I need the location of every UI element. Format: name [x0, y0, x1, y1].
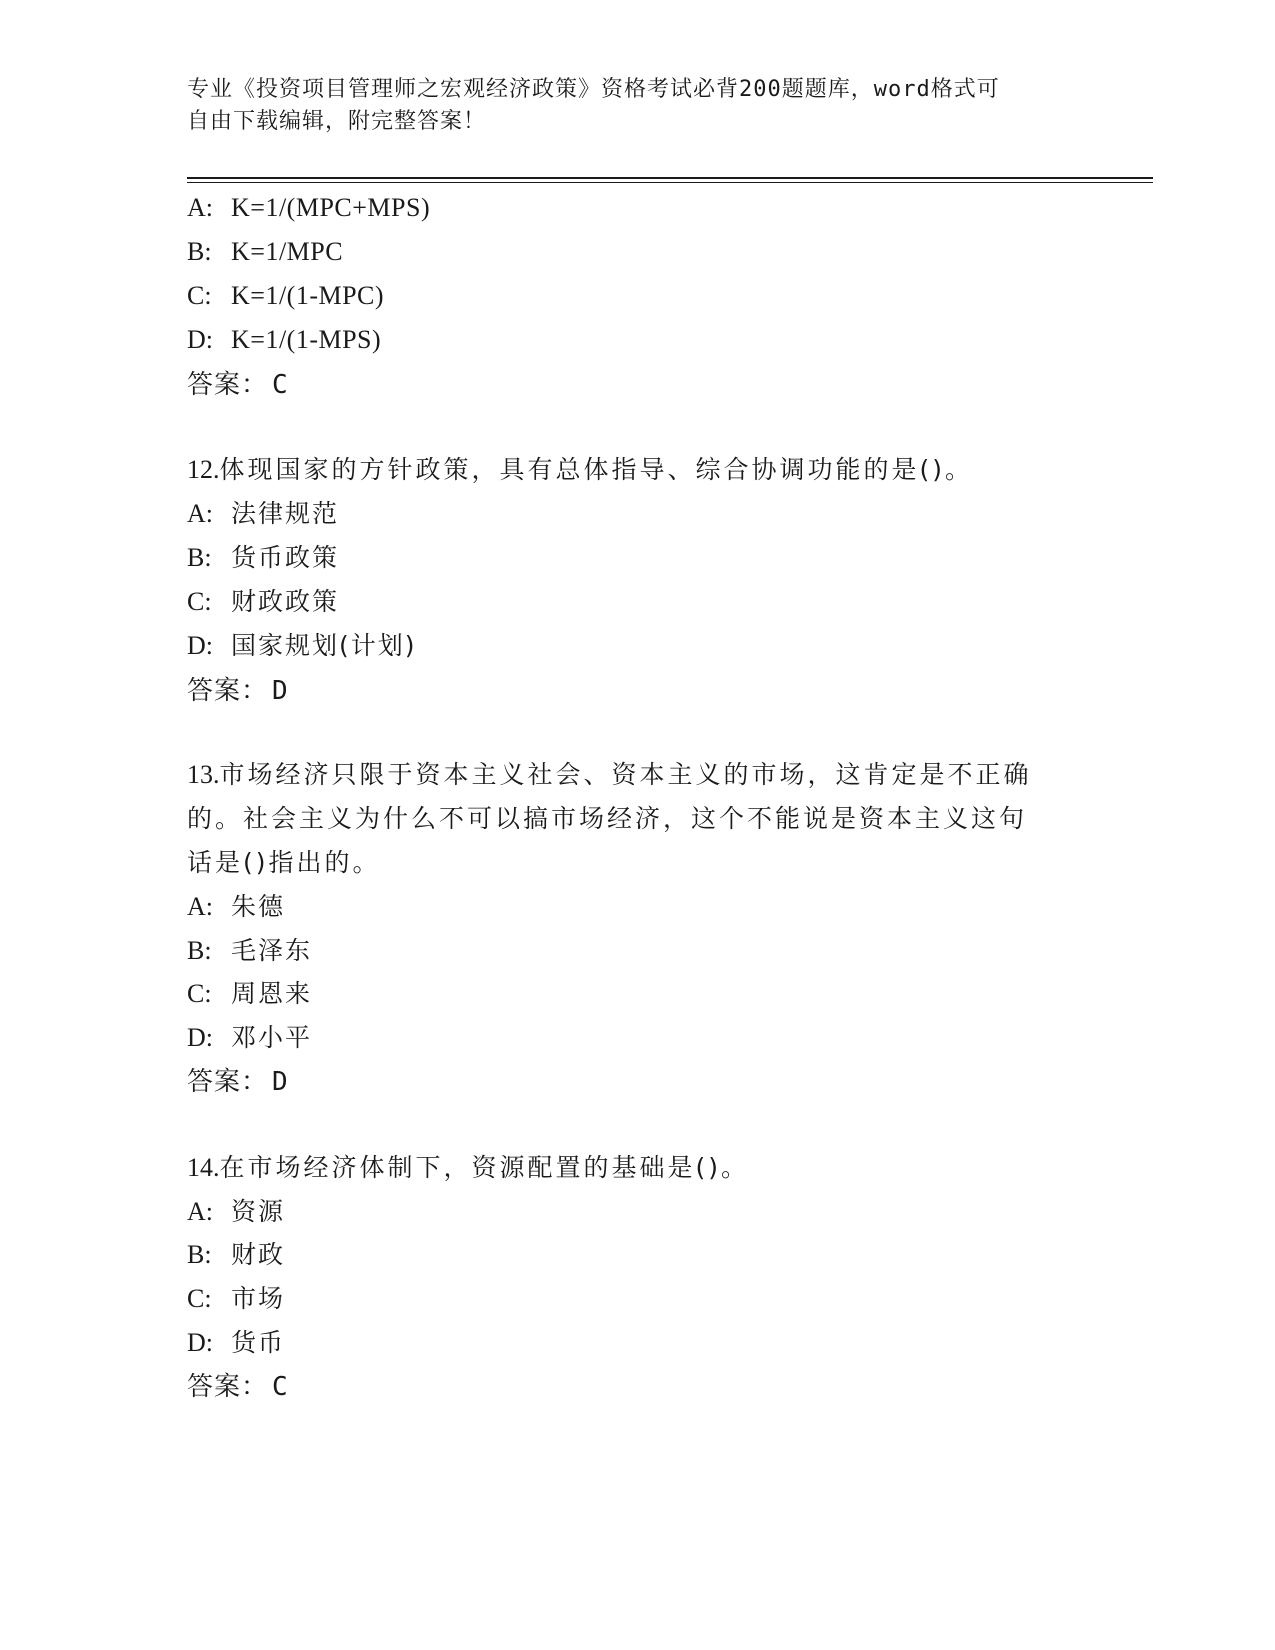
answer-prefix: 答案： — [187, 676, 269, 706]
q14-answer — [187, 1372, 289, 1402]
option-text: K=1/(1-MPS) — [231, 325, 382, 354]
q14-option-b — [187, 1240, 285, 1270]
q14-option-c — [187, 1284, 285, 1314]
option-text: 资源 — [231, 1197, 286, 1226]
option-label: D: — [187, 631, 213, 660]
question-text: 在市场经济体制下，资源配置的基础是()。 — [219, 1153, 750, 1182]
option-label: C: — [187, 979, 212, 1008]
option-text: 财政政策 — [231, 587, 340, 616]
option-label: D: — [187, 325, 213, 354]
option-label: A: — [187, 892, 213, 921]
q12-option-a — [187, 499, 339, 529]
option-text: 周恩来 — [231, 979, 313, 1008]
q13-stem-line-3: 话是()指出的。 — [187, 848, 381, 877]
q14-stem — [187, 1153, 749, 1183]
q13-option-d — [187, 1023, 312, 1053]
q11-option-a — [187, 193, 430, 223]
option-label: B: — [187, 1240, 212, 1269]
header-line-2: 自由下载编辑，附完整答案！ — [187, 109, 487, 134]
option-label: C: — [187, 587, 212, 616]
q13-option-a — [187, 892, 285, 922]
q11-answer — [187, 370, 289, 400]
q11-option-d — [187, 325, 381, 355]
header-rule-thick — [187, 177, 1153, 179]
answer-letter: C — [272, 370, 289, 400]
option-text: 货币 — [231, 1328, 286, 1357]
q12-answer — [187, 676, 289, 706]
option-text: 国家规划(计划) — [231, 631, 417, 660]
option-text: 财政 — [231, 1240, 286, 1269]
option-text: K=1/MPC — [231, 237, 344, 266]
option-label: C: — [187, 281, 212, 310]
header-line-1: 专业《投资项目管理师之宏观经济政策》资格考试必背200题题库，word格式可 — [187, 77, 1000, 102]
q13-option-b — [187, 936, 312, 966]
option-text: 朱德 — [231, 892, 286, 921]
q13-stem-line-2: 的。社会主义为什么不可以搞市场经济，这个不能说是资本主义这句 — [187, 804, 1028, 833]
q13-answer — [187, 1067, 289, 1097]
q14-option-d — [187, 1328, 285, 1358]
q12-option-d — [187, 631, 417, 661]
answer-letter: C — [272, 1372, 289, 1402]
q11-option-b — [187, 237, 343, 267]
q12-stem — [187, 455, 973, 485]
q13-option-c — [187, 979, 312, 1009]
option-text: 市场 — [231, 1284, 286, 1313]
q11-option-c — [187, 281, 384, 311]
document-header — [187, 74, 1067, 138]
option-text: 邓小平 — [231, 1023, 313, 1052]
option-label: A: — [187, 499, 213, 528]
q14-option-a — [187, 1197, 285, 1227]
question-text: 市场经济只限于资本主义社会、资本主义的市场，这肯定是不正确 — [219, 760, 1032, 789]
answer-letter: D — [272, 1067, 289, 1097]
question-number: 13. — [187, 760, 220, 789]
q13-stem-line-1 — [187, 760, 1032, 790]
option-text: 法律规范 — [231, 499, 340, 528]
question-text: 体现国家的方针政策，具有总体指导、综合协调功能的是()。 — [219, 455, 974, 484]
answer-prefix: 答案： — [187, 1372, 269, 1402]
answer-letter: D — [272, 676, 289, 706]
header-rule-thin — [187, 182, 1153, 183]
option-text: K=1/(1-MPC) — [231, 281, 385, 310]
option-label: B: — [187, 936, 212, 965]
q12-option-c — [187, 587, 339, 617]
option-label: D: — [187, 1328, 213, 1357]
answer-prefix: 答案： — [187, 1067, 269, 1097]
option-text: 毛泽东 — [231, 936, 313, 965]
answer-prefix: 答案： — [187, 370, 269, 400]
option-label: B: — [187, 237, 212, 266]
option-label: A: — [187, 193, 213, 222]
option-label: B: — [187, 543, 212, 572]
option-label: C: — [187, 1284, 212, 1313]
q12-option-b — [187, 543, 339, 573]
option-text: K=1/(MPC+MPS) — [231, 193, 431, 222]
option-label: A: — [187, 1197, 213, 1226]
question-number: 12. — [187, 455, 220, 484]
option-label: D: — [187, 1023, 213, 1052]
option-text: 货币政策 — [231, 543, 340, 572]
question-number: 14. — [187, 1153, 220, 1182]
